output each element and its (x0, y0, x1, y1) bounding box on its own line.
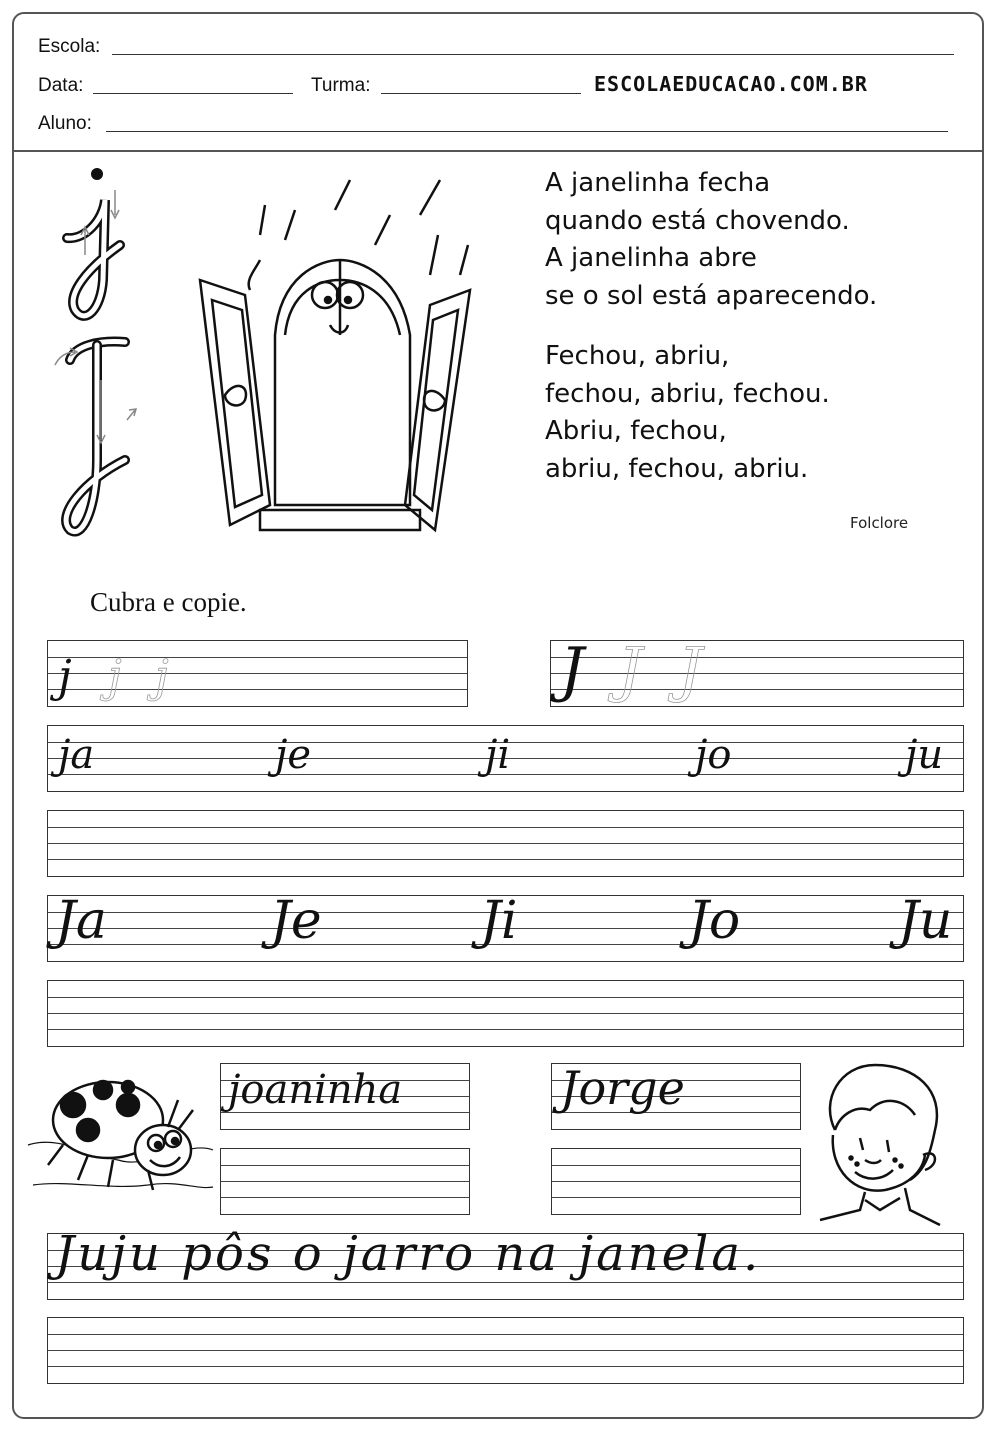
date-field[interactable] (93, 93, 293, 94)
class-field[interactable] (381, 93, 581, 94)
word-model: joaninha (228, 1067, 403, 1113)
syllable: jo (695, 732, 732, 778)
student-field[interactable] (106, 131, 948, 132)
letter-trace: J (678, 635, 703, 705)
syllable: ju (905, 732, 944, 778)
poem-line: Abriu, fechou, (545, 416, 727, 446)
poem-text (545, 165, 877, 488)
poem-line: A janelinha abre (545, 243, 757, 273)
poem-stanza-gap (545, 315, 877, 338)
word-model: Jorge (560, 1061, 685, 1115)
letter-model: j (58, 651, 72, 702)
syllable: ja (58, 732, 95, 778)
syllable: je (275, 732, 312, 778)
copy-lines-box[interactable] (47, 810, 964, 877)
syllable: ji (485, 732, 511, 778)
school-label: Escola: (38, 36, 101, 57)
poem-author: Folclore (850, 514, 909, 532)
poem-line: se o sol está aparecendo. (545, 280, 878, 311)
sentence-model: Juju pôs o jarro na janela. (55, 1226, 762, 1282)
site-watermark: ESCOLAEDUCACAO.COM.BR (594, 72, 868, 96)
poem-line: fechou, abriu, fechou. (545, 378, 830, 409)
date-label: Data: (38, 75, 84, 96)
uppercase-letter-practice-box[interactable] (550, 635, 964, 707)
poem-line: A janelinha fecha (545, 168, 771, 198)
exercise-instruction: Cubra e copie. (90, 587, 247, 617)
syllable: Ja (55, 891, 107, 951)
syllable: Ji (480, 891, 518, 951)
syllable: Je (270, 891, 322, 951)
letter-trace: j (108, 651, 122, 702)
copy-lines-box[interactable] (551, 1148, 801, 1215)
ladybug-illustration-icon (28, 1075, 213, 1200)
letter-model: J (560, 635, 585, 705)
syllable: Ju (898, 891, 953, 951)
poem-line: quando está chovendo. (545, 205, 850, 236)
student-label: Aluno: (38, 113, 92, 134)
letter-j-stroke-guide-icon (45, 160, 145, 550)
poem-line: abriu, fechou, abriu. (545, 453, 809, 484)
window-illustration-icon (190, 165, 490, 540)
boy-illustration-icon (815, 1060, 950, 1230)
class-label: Turma: (311, 75, 371, 96)
school-field[interactable] (112, 54, 954, 55)
syllable: Jo (688, 891, 741, 951)
letter-trace: J (618, 635, 643, 705)
letter-trace: j (155, 651, 169, 702)
copy-lines-box[interactable] (47, 1317, 964, 1384)
header-divider (12, 150, 984, 152)
copy-lines-box[interactable] (47, 980, 964, 1047)
poem-line: Fechou, abriu, (545, 341, 730, 371)
copy-lines-box[interactable] (220, 1148, 470, 1215)
